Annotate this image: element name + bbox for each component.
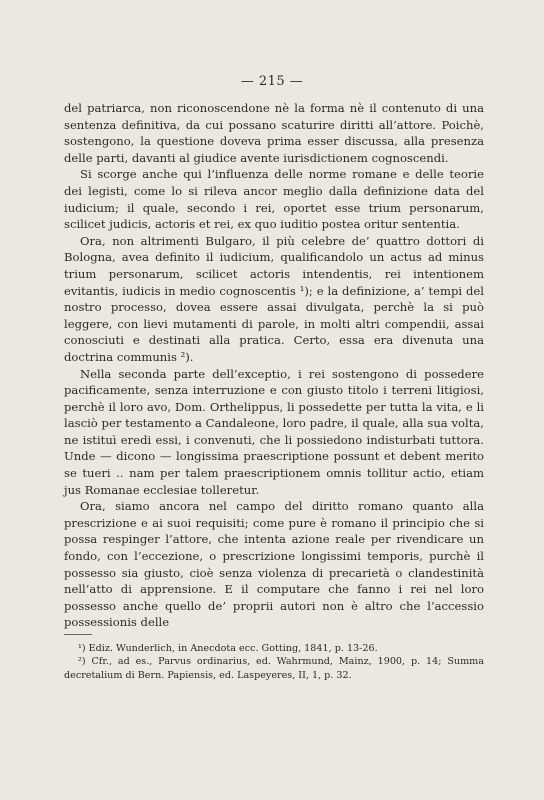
page-number: — 215 — — [240, 74, 304, 89]
footnote-divider — [64, 634, 92, 635]
footnote-2: ²) Cfr., ad es., Parvus ordinarius, ed. Wahrmund, Mainz, 1900, p. 14; Summa decretalium di Bern. Papiensis, ed. Laspeyeres, II, 1, p. 32. — [64, 656, 484, 681]
paragraph-3: Ora, non altrimenti Bulgaro, il più celebre de’ quattro dottori di Bologna, avea definito il iudicium, qualificandolo un actus ad minus trium personarum, scilicet actoris intendentis, rei intentionem evitantis, iudicis in medio cognoscentis ¹); e la definizione, a’ tempi del nostro processo, dovea essere assai divulgata, perchè la si può leggere, con lievi mutamenti di parole, in molti altri compendii, assai conosciuti e destinati alla pratica. Certo, essa era divenuta una doctrina communis ²). — [64, 233, 484, 364]
paragraph-2: Si scorge anche qui l’influenza delle norme romane e delle teorie dei legisti, come lo si rileva ancor meglio dalla definizione data del iudicium; il quale, secondo i rei, oportet esse trium personarum, scilicet judicis, actoris et rei, ex quo iuditio postea oritur sententia. — [64, 167, 484, 232]
paragraph-5: Ora, siamo ancora nel campo del diritto romano quanto alla prescrizione e ai suoi requisiti; come pure è romano il principio che si possa respinger l’attore, che intenta azione reale per rivendicare un fondo, con l’eccezione, o prescrizione longissimi temporis, purchè il possesso sia giusto, cioè senza violenza di precarietà o clandestinità nell’atto di apprensione. E il computare che fanno i rei nel loro possesso anche quello de’ proprii autori non è altro che l’accessio possessionis delle — [64, 499, 484, 630]
paragraph-1: del patriarca, non riconoscendone nè la forma nè il contenuto di una sentenza definitiva, da cui possano scaturire diritti all’attore. Poichè, sostengono, la questione doveva prima esser discussa, alla presenza delle parti, davanti al giudice avente iurisdictionem cognoscendi. — [64, 101, 484, 165]
footnote-1: ¹) Ediz. Wunderlich, in Anecdota ecc. Gotting, 1841, p. 13-26. — [78, 643, 378, 654]
body-text — [64, 100, 484, 631]
footnotes — [64, 642, 484, 682]
paragraph-4: Nella seconda parte dell’exceptio, i rei sostengono di possedere pacificamente, senza interruzione e con giusto titolo i terreni litigiosi, perchè il loro avo, Dom. Orthelippus, li possedette per tutta la vita, e li lasciò per testamento a Candaleone, loro padre, il quale, alla sua volta, ne istituì eredi essi, i convenuti, che li possiedono indisturbati tuttora. Unde — dicono — longissima praescriptione possunt et debent merito se tueri .. nam per talem praescriptionem omnis tollitur actio, etiam jus Romanae ecclesiae tolleretur. — [64, 366, 484, 497]
